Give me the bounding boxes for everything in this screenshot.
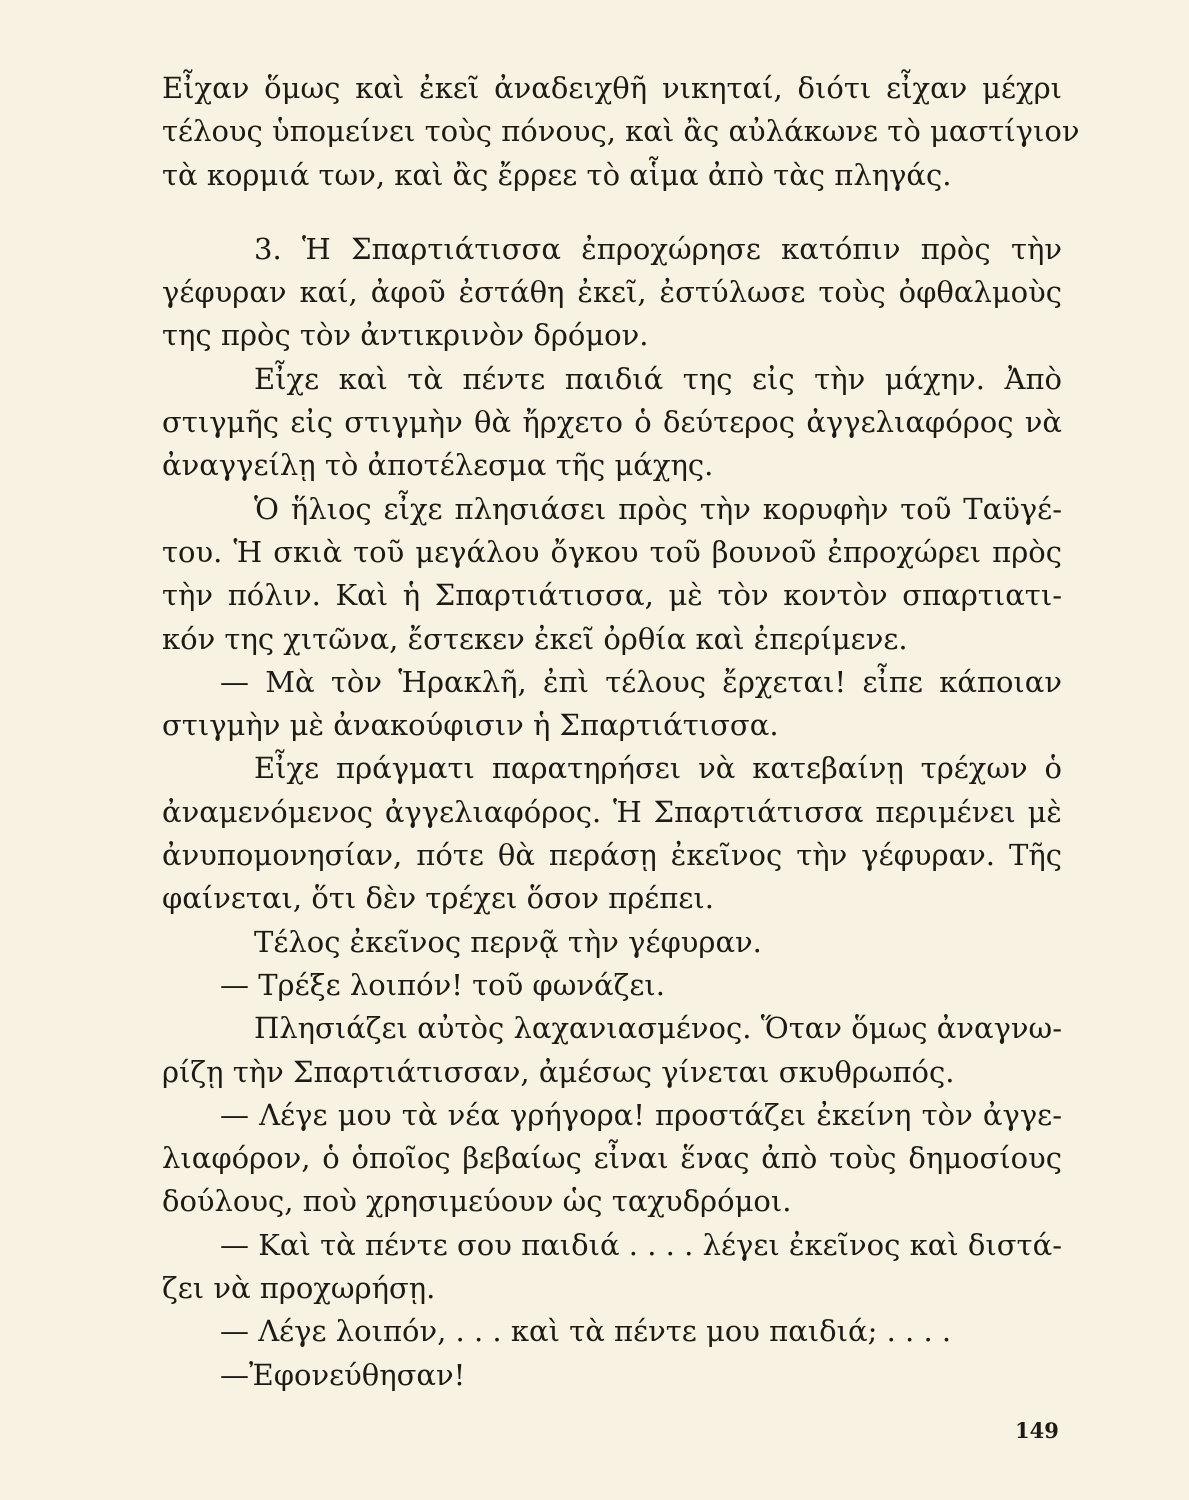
text-line: Ὁ ἥλιος εἶχε πλησιάσει πρὸς τὴν κορυφὴν τοῦ Ταϋγέ-	[254, 491, 1062, 526]
text-line: 3. Ἡ Σπαρτιάτισσα ἐπροχώρησε κατόπιν πρὸς τὴν	[254, 231, 1062, 266]
text-line: Πλησιάζει αὐτὸς λαχανιασμένος. Ὅταν ὅμως ἀναγνω-	[254, 1011, 1062, 1046]
text-line: ἀνυπομονησίαν, πότε θὰ περάσῃ ἐκεῖνος τὴν γέφυραν. Τῆς	[162, 838, 1062, 873]
text-line: — Τρέξε λοιπόν! τοῦ φωνάζει.	[220, 967, 665, 1002]
text-line: τὴν πόλιν. Καὶ ἡ Σπαρτιάτισσα, μὲ τὸν κοντὸν σπαρτιατι-	[162, 578, 1062, 613]
text-line: — Καὶ τὰ πέντε σου παιδιά . . . . λέγει ἐκεῖνος καὶ διστά-	[220, 1227, 1062, 1262]
text-line: — Μὰ τὸν Ἡρακλῆ, ἐπὶ τέλους ἔρχεται! εἶπε κάποιαν	[220, 664, 1062, 699]
text-line: λιαφόρον, ὁ ὁποῖος βεβαίως εἶναι ἕνας ἀπὸ τοὺς δημοσίους	[162, 1141, 1062, 1176]
text-line: —Ἐφονεύθησαν!	[220, 1357, 466, 1392]
text-line: του. Ἡ σκιὰ τοῦ μεγάλου ὄγκου τοῦ βουνοῦ ἐπροχώρει πρὸς	[162, 534, 1062, 569]
section-gap	[162, 197, 1062, 228]
text-line: στιγμῆς εἰς στιγμὴν θὰ ἤρχετο ὁ δεύτερος ἀγγελιαφόρος νὰ	[162, 405, 1062, 440]
text-line: γέφυραν καί, ἀφοῦ ἐστάθη ἐκεῖ, ἐστύλωσε τοὺς ὀφθαλμοὺς	[162, 275, 1062, 310]
text-line: Εἶχε καὶ τὰ πέντε παιδιά της εἰς τὴν μάχην. Ἀπὸ	[254, 361, 1062, 396]
text-line: ἀναμενόμενος ἀγγελιαφόρος. Ἡ Σπαρτιάτισσα περιμένει μὲ	[162, 794, 1062, 829]
text-line: ρίζῃ τὴν Σπαρτιάτισσαν, ἀμέσως γίνεται σκυθρωπός.	[162, 1054, 955, 1089]
page-number: 149	[1015, 1418, 1059, 1443]
text-line: ἀναγγείλῃ τὸ ἀποτέλεσμα τῆς μάχης.	[162, 448, 714, 483]
body-text	[162, 67, 1080, 1397]
text-line: — Λέγε λοιπόν, . . . καὶ τὰ πέντε μου παιδιά; . . . .	[220, 1314, 952, 1349]
text-line: — Λέγε μου τὰ νέα γρήγορα! προστάζει ἐκείνη τὸν ἀγγε-	[220, 1097, 1062, 1132]
text-line: τὰ κορμιά των, καὶ ἂς ἔρρεε τὸ αἷμα ἀπὸ τὰς πληγάς.	[162, 157, 952, 192]
text-line: δούλους, ποὺ χρησιμεύουν ὡς ταχυδρόμοι.	[162, 1184, 792, 1219]
text-line: Εἶχε πράγματι παρατηρήσει νὰ κατεβαίνῃ τρέχων ὁ	[254, 751, 1062, 786]
text-line: τέλους ὑπομείνει τοὺς πόνους, καὶ ἂς αὐλάκωνε τὸ μαστίγιον	[162, 114, 1080, 149]
text-line: φαίνεται, ὅτι δὲν τρέχει ὅσον πρέπει.	[162, 881, 714, 916]
text-line: της πρὸς τὸν ἀντικρινὸν δρόμον.	[162, 318, 649, 353]
text-line: κόν της χιτῶνα, ἔστεκεν ἐκεῖ ὀρθία καὶ ἐπερίμενε.	[162, 621, 908, 656]
text-line: ζει νὰ προχωρήσῃ.	[162, 1271, 436, 1306]
text-line: στιγμὴν μὲ ἀνακούφισιν ἡ Σπαρτιάτισσα.	[162, 708, 779, 743]
text-line: Τέλος ἐκεῖνος περνᾷ τὴν γέφυραν.	[254, 924, 762, 959]
text-line: Εἶχαν ὅμως καὶ ἐκεῖ ἀναδειχθῆ νικηταί, διότι εἶχαν μέχρι	[162, 71, 1062, 105]
